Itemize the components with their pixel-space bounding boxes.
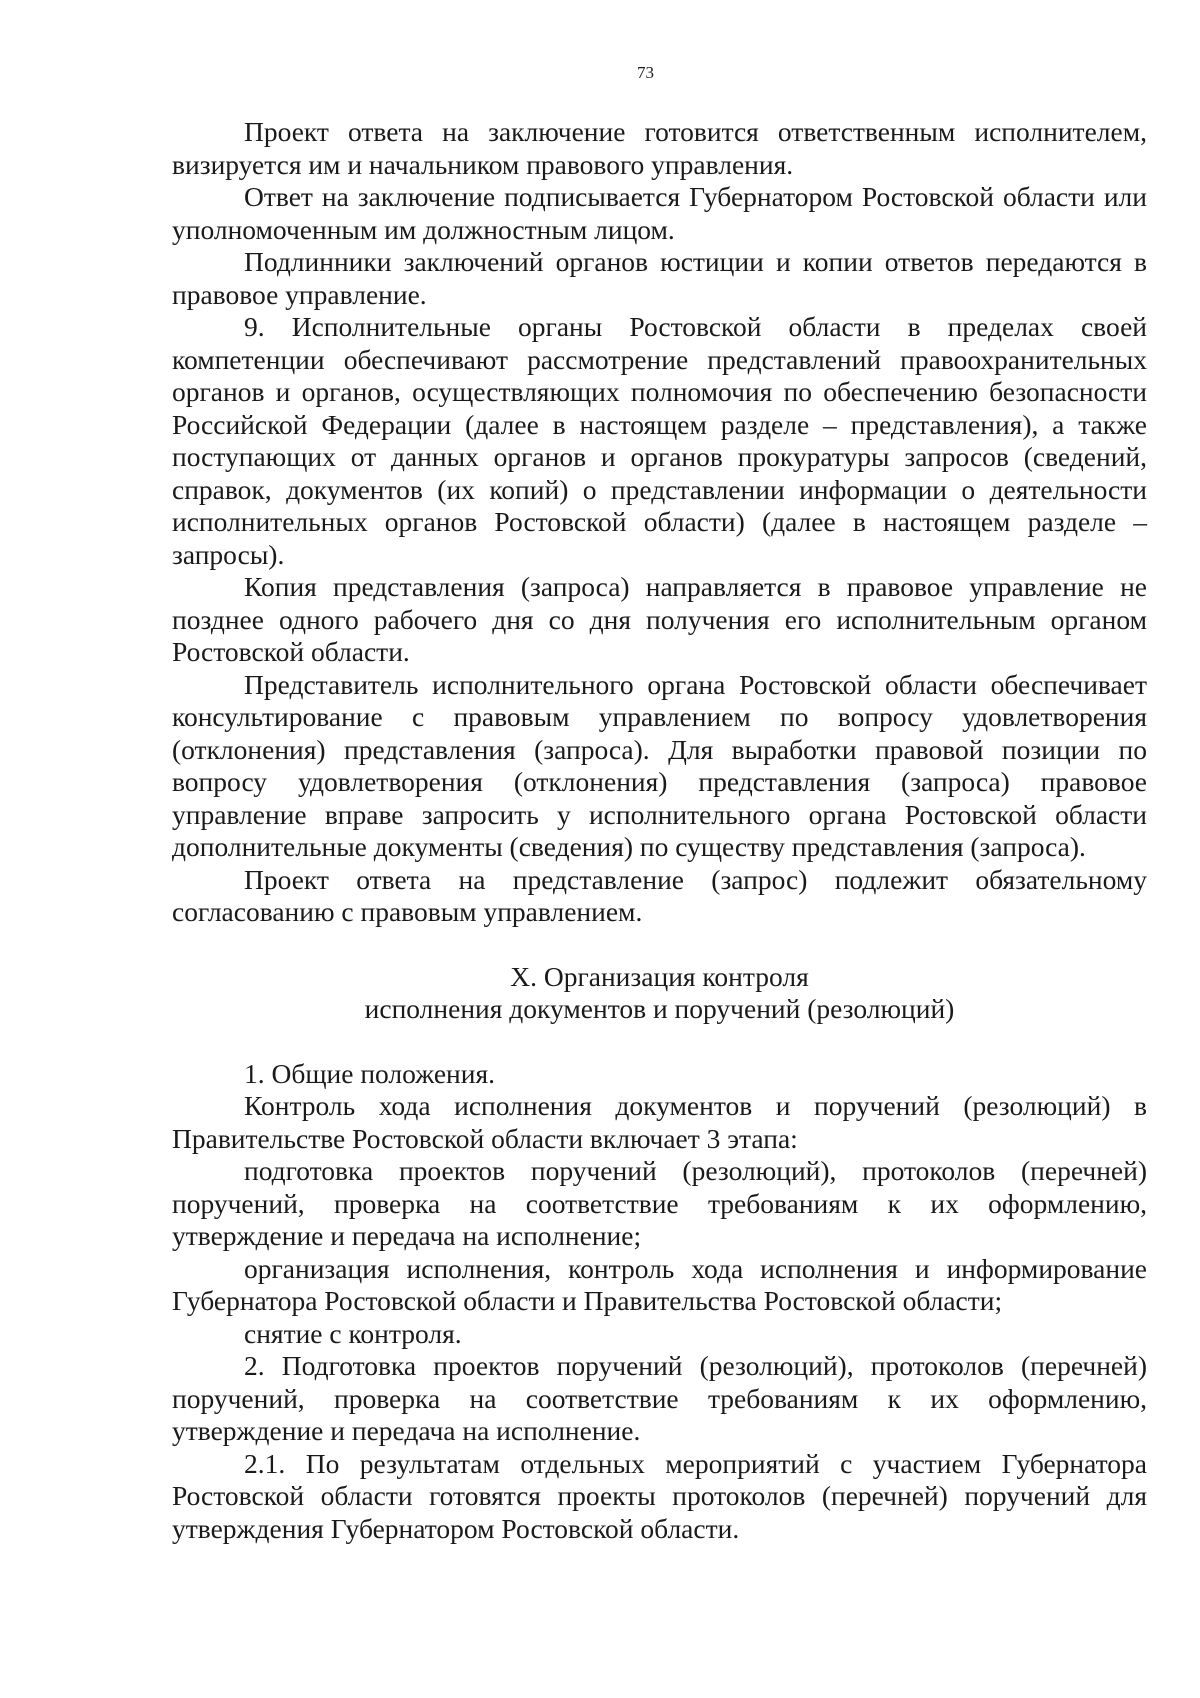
paragraph-item-2: 2. Подготовка проектов поручений (резолюций), протоколов (перечней) поручений, проверка на соответствие требованиям к их оформлению, утверждение и передача на исполнение. bbox=[172, 1350, 1147, 1446]
paragraph-control-stages: Контроль хода исполнения документов и поручений (резолюций) в Правительстве Ростовской области включает 3 этапа: bbox=[172, 1090, 1147, 1154]
paragraph-item-2-1: 2.1. По результатам отдельных мероприятий с участием Губернатора Ростовской области готовятся проекты протоколов (перечней) поручений для утверждения Губернатором Ростовской области. bbox=[172, 1447, 1147, 1544]
document-page bbox=[172, 60, 1147, 1545]
paragraph-stage-removal: снятие с контроля. bbox=[244, 1317, 462, 1349]
section-heading-line-1: X. Организация контроля bbox=[510, 960, 809, 992]
paragraph-copy-submission: Копия представления (запроса) направляется в правовое управление не позднее одного рабочего дня со дня получения его исполнительным органом Ростовской области. bbox=[172, 571, 1147, 667]
paragraph-general-provisions: 1. Общие положения. bbox=[244, 1057, 496, 1089]
paragraph-stage-organization: организация исполнения, контроль хода исполнения и информирование Губернатора Ростовской области и Правительства Ростовской области; bbox=[172, 1252, 1147, 1316]
paragraph-response-signing: Ответ на заключение подписывается Губернатором Ростовской области или уполномоченным им должностным лицом. bbox=[172, 181, 1147, 245]
section-heading-line-2: исполнения документов и поручений (резолюций) bbox=[364, 993, 955, 1024]
paragraph-originals-transfer: Подлинники заключений органов юстиции и копии ответов передаются в правовое управление. bbox=[172, 246, 1147, 310]
paragraph-draft-response: Проект ответа на заключение готовится ответственным исполнителем, визируется им и начальником правового управления. bbox=[172, 116, 1147, 180]
page-number: 73 bbox=[637, 63, 654, 82]
paragraph-item-9: 9. Исполнительные органы Ростовской области в пределах своей компетенции обеспечивают рассмотрение представлений правоохранительных органов и органов, осуществляющих полномочия по обеспечению безопасности Российской Федерации (далее в настоящем разделе – представления), а также поступающих от данных органов и органов прокуратуры запросов (сведений, справок, документов (их копий) о представлении информации о деятельности исполнительных органов Ростовской области) (далее в настоящем разделе – запросы). bbox=[172, 311, 1147, 570]
paragraph-representative-consulting: Представитель исполнительного органа Ростовской области обеспечивает консультирование с правовым управлением по вопросу удовлетворения (отклонения) представления (запроса). Для выработки правовой позиции по вопросу удовлетворения (отклонения) представления (запроса) правовое управление вправе запросить у исполнительного органа Ростовской области дополнительные документы (сведения) по существу представления (запроса). bbox=[172, 668, 1147, 862]
section-heading bbox=[172, 961, 1147, 1026]
paragraph-draft-agreement: Проект ответа на представление (запрос) подлежит обязательному согласованию с правовым управлением. bbox=[172, 863, 1147, 927]
paragraph-stage-preparation: подготовка проектов поручений (резолюций), протоколов (перечней) поручений, проверка на соответствие требованиям к их оформлению, утверждение и передача на исполнение; bbox=[172, 1155, 1147, 1251]
